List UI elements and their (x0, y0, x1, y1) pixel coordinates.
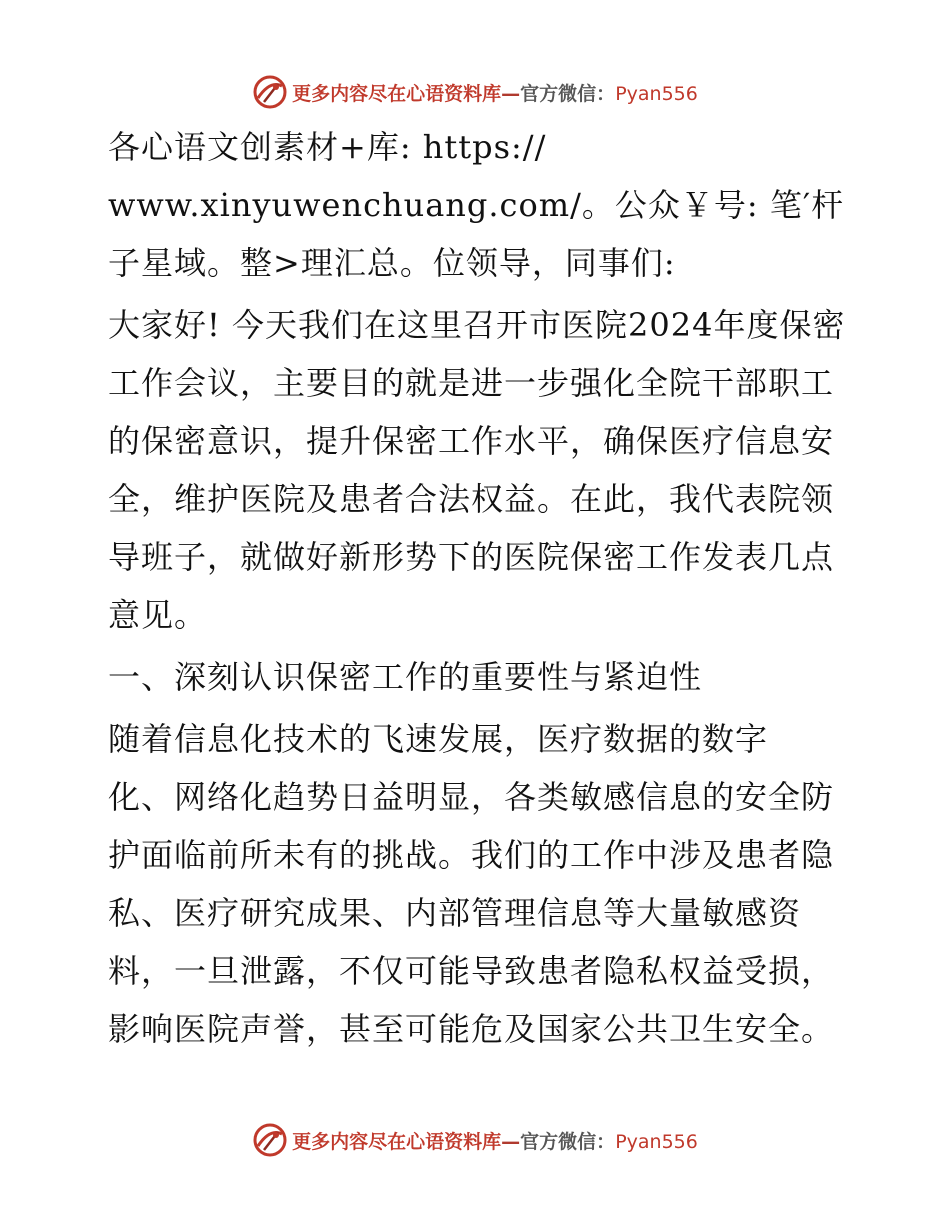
header-banner (0, 72, 950, 112)
paragraph-opening: 大家好! 今天我们在这里召开市医院2024年度保密工作会议，主要目的就是进一步强化全院干部职工的保密意识，提升保密工作水平，确保医疗信息安全，维护医院及患者合法权益。在此，我代表院领导班子，就做好新形势下的医院保密工作发表几点意见。 (108, 306, 846, 634)
paragraph-source-greeting: 各心语文创素材+库: https:// www.xinyuwenchuang.com/。公众￥号: 笔′杆子星域。整>理汇总。位领导，同事们: (108, 128, 845, 282)
banner-text (292, 79, 698, 106)
paragraph-body: 随着信息化技术的飞速发展，医疗数据的数字 化、网络化趋势日益明显，各类敏感信息的安全防护面临前所未有的挑战。我们的工作中涉及患者隐私、医疗研究成果、内部管理信息等大量敏感资 料，一旦泄露，不仅可能导致患者隐私权益受损，影响医院声誉，甚至可能危及国家公共卫生安全。 (108, 720, 835, 1048)
banner-separator: — (501, 1130, 521, 1153)
banner-wechat-label: 官方微信： (520, 1130, 616, 1153)
section-heading: 一、深刻认识保密工作的重要性与紧迫性 (108, 658, 703, 696)
footer-banner (0, 1120, 950, 1160)
banner-text (292, 1127, 698, 1154)
banner-wechat-label: 官方微信： (520, 82, 616, 105)
document-body (98, 118, 850, 1058)
banner-label: 更多内容尽在心语资料库 (292, 1130, 502, 1153)
logo-icon (252, 1122, 288, 1158)
banner-wechat-id: Pyan556 (615, 82, 698, 105)
banner-label: 更多内容尽在心语资料库 (292, 82, 502, 105)
banner-separator: — (501, 82, 521, 105)
logo-icon (252, 74, 288, 110)
banner-wechat-id: Pyan556 (615, 1130, 698, 1153)
